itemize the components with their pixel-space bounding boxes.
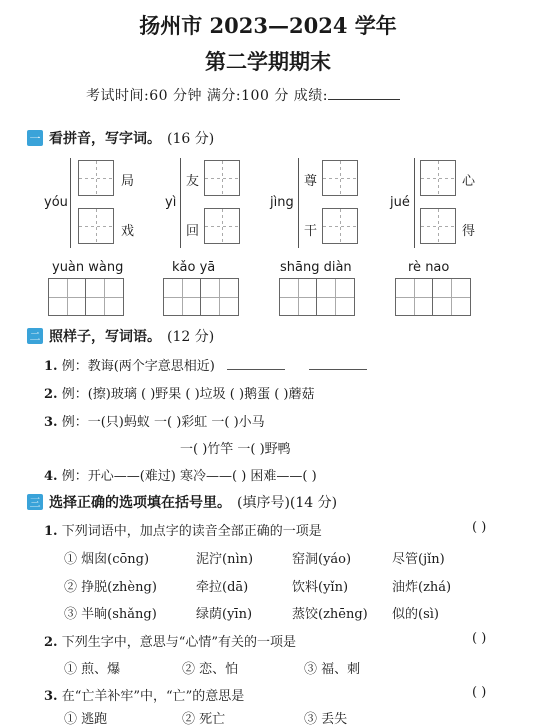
q-number: 3. — [44, 689, 58, 704]
q-number: 1. — [44, 359, 58, 374]
section3-q3 — [44, 685, 244, 704]
option: 油炸(zhá) — [392, 580, 452, 595]
word-box-yuanwang[interactable] — [48, 278, 124, 316]
section3-q1 — [44, 520, 322, 539]
answer-paren[interactable]: ( ) — [472, 520, 487, 535]
char-xin: 心 — [462, 174, 476, 189]
section3-q2 — [44, 631, 296, 650]
section2-q3 — [44, 411, 265, 430]
option: ① 煎、爆 — [64, 662, 121, 677]
option: ① 逃跑 — [64, 712, 108, 727]
section2-score: (12 分) — [167, 329, 215, 345]
char-you: 友 — [186, 174, 200, 189]
option: 蒸饺(zhēng) — [292, 607, 368, 622]
option: ② 死亡 — [182, 712, 226, 727]
write-box[interactable] — [204, 160, 240, 196]
section3-header — [27, 492, 337, 512]
section2-q1 — [44, 355, 367, 374]
q-number: 4. — [44, 469, 58, 484]
q-number: 3. — [44, 415, 58, 430]
char-xi: 戏 — [121, 224, 135, 239]
section2-title: 照样子，写词语。 — [49, 329, 161, 345]
q-text: 在“亡羊补牢”中，“亡”的意思是 — [61, 689, 245, 704]
write-box[interactable] — [322, 208, 358, 244]
write-box[interactable] — [420, 160, 456, 196]
write-box[interactable] — [279, 278, 317, 316]
exam-info-text: 考试时间:60 分钟 满分:100 分 成绩: — [86, 88, 328, 104]
exam-subtitle: 第二学期期末 — [205, 49, 331, 74]
option: 饮料(yǐn) — [292, 580, 349, 595]
section1-title: 看拼音，写字词。 — [49, 131, 161, 147]
exam-title: 扬州市 2023—2024 学年 — [139, 13, 397, 38]
write-box[interactable] — [86, 278, 124, 316]
write-box[interactable] — [433, 278, 471, 316]
q-number: 1. — [44, 524, 58, 539]
word-box-renao[interactable] — [395, 278, 471, 316]
write-box[interactable] — [395, 278, 433, 316]
write-box[interactable] — [48, 278, 86, 316]
option: ① 烟囱(cōng) — [64, 552, 150, 567]
write-box[interactable] — [322, 160, 358, 196]
char-gan: 干 — [304, 224, 318, 239]
write-box[interactable] — [163, 278, 201, 316]
q-text: 例：(擦)玻璃 ( )野果 ( )垃圾 ( )鹅蛋 ( )蘑菇 — [61, 387, 315, 402]
q-text: 下列词语中，加点字的读音全部正确的一项是 — [61, 524, 322, 539]
q-text: 例：开心——(难过) 寒冷——( ) 困难——( ) — [61, 469, 317, 484]
q-text: 例：一(只)蚂蚁 一( )彩虹 一( )小马 — [61, 415, 265, 430]
option: ② 挣脱(zhèng) — [64, 580, 157, 595]
q-number: 2. — [44, 387, 58, 402]
write-box[interactable] — [78, 208, 114, 244]
q-text: 例：教诲(两个字意思相近) — [61, 359, 215, 374]
option: ③ 丢失 — [304, 712, 348, 727]
option: 绿荫(yīn) — [196, 607, 253, 622]
pinyin-kaoya: kǎo yā — [172, 260, 216, 275]
pinyin-yi: yì — [165, 195, 177, 210]
option: 牵拉(dā) — [196, 580, 249, 595]
section1-number-icon: 一 — [27, 130, 43, 146]
pinyin-jue: jué — [390, 195, 410, 210]
pinyin-jing: jìng — [270, 195, 294, 210]
answer-paren[interactable]: ( ) — [472, 685, 487, 700]
section2-q3-line2: 一( )竹竿 一( )野鸭 — [180, 442, 291, 457]
exam-info — [86, 85, 400, 105]
section2-q2 — [44, 383, 315, 402]
brace — [70, 158, 77, 248]
char-ju: 局 — [121, 174, 135, 189]
q-text: 下列生字中，意思与“心情”有关的一项是 — [61, 635, 297, 650]
option: ③ 福、刺 — [304, 662, 361, 677]
answer-blank[interactable] — [309, 358, 367, 370]
option: 尽管(jǐn) — [392, 552, 445, 567]
section2-header — [27, 326, 214, 346]
char-de: 得 — [462, 224, 476, 239]
section3-score: (填序号)(14 分) — [237, 495, 338, 511]
section2-q4 — [44, 465, 317, 484]
write-box[interactable] — [204, 208, 240, 244]
answer-blank[interactable] — [227, 358, 285, 370]
pinyin-you: yóu — [44, 195, 68, 210]
option: ② 恋、怕 — [182, 662, 239, 677]
word-box-kaoya[interactable] — [163, 278, 239, 316]
section1-header — [27, 128, 214, 148]
write-box[interactable] — [201, 278, 239, 316]
section3-number-icon: 三 — [27, 494, 43, 510]
write-box[interactable] — [420, 208, 456, 244]
q-number: 2. — [44, 635, 58, 650]
char-hui: 回 — [186, 224, 200, 239]
pinyin-yuanwang: yuàn wàng — [52, 260, 124, 275]
section1-score: (16 分) — [167, 131, 215, 147]
option: 泥泞(nìn) — [196, 552, 254, 567]
pinyin-renao: rè nao — [408, 260, 450, 275]
option: 窑洞(yáo) — [292, 552, 352, 567]
score-blank — [328, 87, 400, 100]
answer-paren[interactable]: ( ) — [472, 631, 487, 646]
char-zun: 尊 — [304, 174, 318, 189]
write-box[interactable] — [78, 160, 114, 196]
option: 似的(sì) — [392, 607, 439, 622]
write-box[interactable] — [317, 278, 355, 316]
pinyin-shangdian: shāng diàn — [280, 260, 352, 275]
section2-number-icon: 二 — [27, 328, 43, 344]
section3-title: 选择正确的选项填在括号里。 — [49, 495, 231, 511]
option: ③ 半晌(shǎng) — [64, 607, 157, 622]
word-box-shangdian[interactable] — [279, 278, 355, 316]
